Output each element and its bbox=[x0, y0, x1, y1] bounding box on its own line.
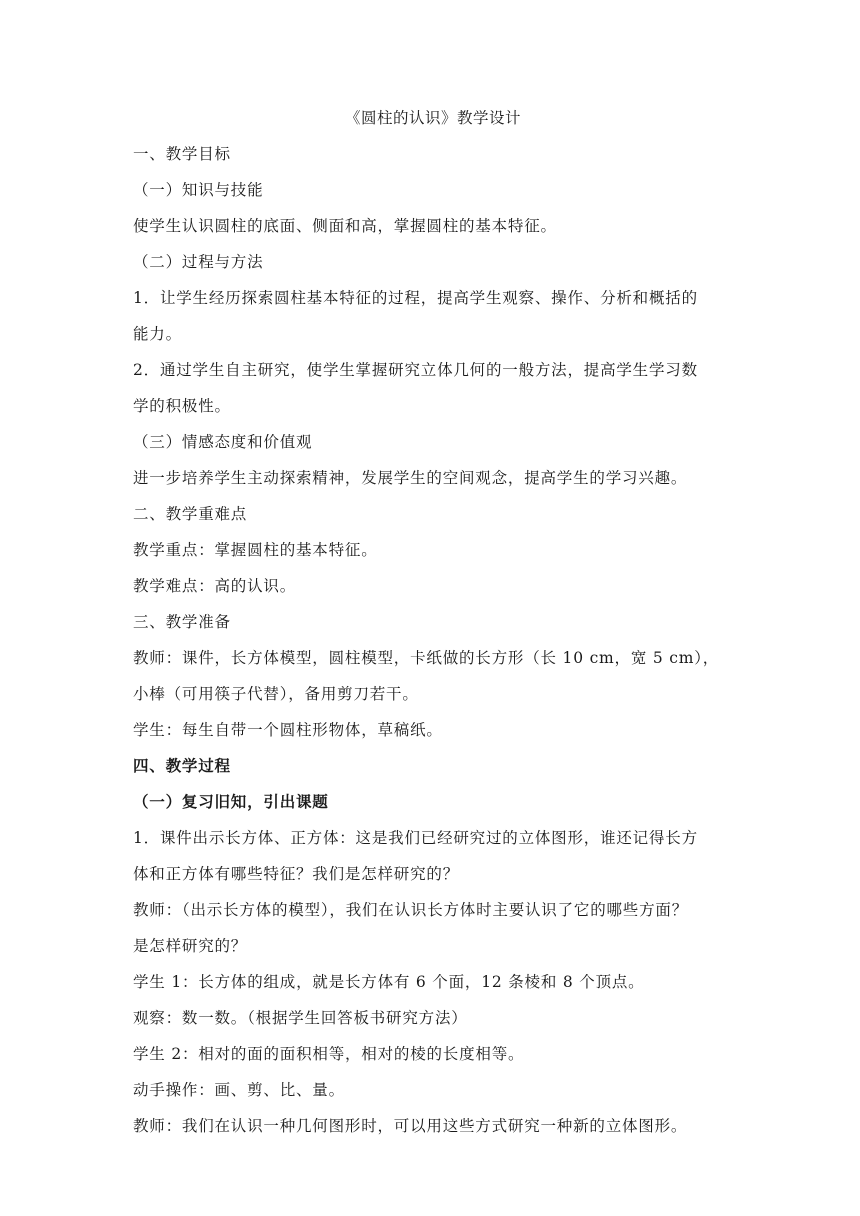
paragraph: 教师：我们在认识一种几何图形时，可以用这些方式研究一种新的立体图形。 bbox=[133, 1117, 688, 1135]
paragraph: 教学难点：高的认识。 bbox=[133, 577, 297, 595]
paragraph: 学生 2：相对的面的面积相等，相对的棱的长度相等。 bbox=[133, 1045, 525, 1063]
paragraph-line: 教师：课件，长方体模型，圆柱模型，卡纸做的长方形（长 10 cm，宽 5 cm）， bbox=[133, 649, 720, 667]
paragraph: 使学生认识圆柱的底面、侧面和高，掌握圆柱的基本特征。 bbox=[133, 217, 557, 235]
paragraph bbox=[133, 360, 733, 416]
paragraph-line: 体和正方体有哪些特征？我们是怎样研究的？ bbox=[133, 865, 460, 883]
paragraph-line: 教师：（出示长方体的模型），我们在认识长方体时主要认识了它的哪些方面？ bbox=[133, 901, 689, 919]
paragraph bbox=[133, 828, 733, 884]
paragraph: 动手操作：画、剪、比、量。 bbox=[133, 1081, 345, 1099]
paragraph-line: 1．课件出示长方体、正方体：这是我们已经研究过的立体图形，谁还记得长方 bbox=[133, 829, 698, 847]
paragraph: 学生 1：长方体的组成，就是长方体有 6 个面，12 条棱和 8 个顶点。 bbox=[133, 973, 645, 991]
document-title: 《圆柱的认识》教学设计 bbox=[344, 109, 521, 127]
subheading-review: （一）复习旧知，引出课题 bbox=[133, 792, 329, 811]
section-heading-process: 四、教学过程 bbox=[133, 756, 231, 775]
section-heading-key-points: 二、教学重难点 bbox=[133, 505, 248, 523]
paragraph-line: 小棒（可用筷子代替），备用剪刀若干。 bbox=[133, 685, 419, 703]
paragraph: 教学重点：掌握圆柱的基本特征。 bbox=[133, 541, 378, 559]
paragraph bbox=[133, 900, 733, 956]
paragraph-line: 能力。 bbox=[133, 325, 182, 343]
section-heading-objectives: 一、教学目标 bbox=[133, 145, 231, 163]
paragraph: 观察：数一数。（根据学生回答板书研究方法） bbox=[133, 1009, 468, 1027]
paragraph bbox=[133, 288, 733, 344]
section-heading-preparation: 三、教学准备 bbox=[133, 613, 231, 631]
paragraph bbox=[133, 648, 733, 704]
paragraph-line: 2．通过学生自主研究，使学生掌握研究立体几何的一般方法，提高学生学习数 bbox=[133, 361, 698, 379]
paragraph-line: 是怎样研究的？ bbox=[133, 937, 248, 955]
paragraph-line: 1．让学生经历探索圆柱基本特征的过程，提高学生观察、操作、分析和概括的 bbox=[133, 289, 698, 307]
subheading-knowledge-skills: （一）知识与技能 bbox=[133, 181, 264, 199]
paragraph: 学生：每生自带一个圆柱形物体，草稿纸。 bbox=[133, 721, 443, 739]
paragraph-line: 学的积极性。 bbox=[133, 397, 231, 415]
paragraph: 进一步培养学生主动探索精神，发展学生的空间观念，提高学生的学习兴趣。 bbox=[133, 469, 688, 487]
subheading-attitude-values: （三）情感态度和价值观 bbox=[133, 433, 313, 451]
document-page bbox=[133, 108, 733, 1152]
subheading-process-method: （二）过程与方法 bbox=[133, 253, 264, 271]
